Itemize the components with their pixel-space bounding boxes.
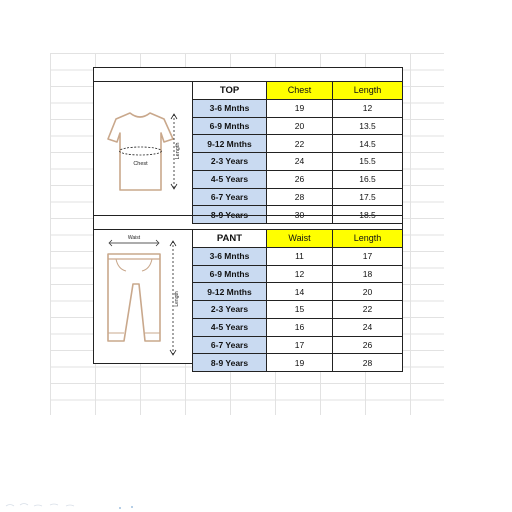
length-cell: 18 xyxy=(333,265,403,283)
size-cell: 6-7 Years xyxy=(193,188,267,206)
table-row xyxy=(193,318,403,336)
tshirt-diagram xyxy=(94,81,193,215)
table-row xyxy=(193,354,403,372)
length-cell: 20 xyxy=(333,283,403,301)
tshirt-icon xyxy=(94,81,192,215)
table-row xyxy=(193,265,403,283)
size-cell: 6-9 Mnths xyxy=(193,117,267,135)
size-cell: 6-7 Years xyxy=(193,336,267,354)
waist-header: Waist xyxy=(267,230,333,248)
chest-cell: 24 xyxy=(267,153,333,171)
top-divider xyxy=(94,81,402,82)
size-cell: 9-12 Mnths xyxy=(193,283,267,301)
length-cell: 12 xyxy=(333,99,403,117)
chest-label: Chest xyxy=(133,161,148,167)
pant-diagram xyxy=(94,229,193,363)
pant-title: PANT xyxy=(193,230,267,248)
top-length-label: Length xyxy=(175,142,181,160)
top-section xyxy=(94,81,402,220)
table-row xyxy=(193,283,403,301)
length-header: Length xyxy=(333,230,403,248)
pant-length-label: Length xyxy=(174,291,180,307)
waist-cell: 15 xyxy=(267,301,333,319)
size-cell: 3-6 Mnths xyxy=(193,247,267,265)
waist-cell: 19 xyxy=(267,354,333,372)
waist-cell: 11 xyxy=(267,247,333,265)
chest-cell: 28 xyxy=(267,188,333,206)
table-row xyxy=(193,117,403,135)
size-cell: 3-6 Mnths xyxy=(193,99,267,117)
table-header-row xyxy=(193,230,403,248)
length-cell: 14.5 xyxy=(333,135,403,153)
size-cell: 8-9 Years xyxy=(193,354,267,372)
length-cell: 17 xyxy=(333,247,403,265)
waist-cell: 14 xyxy=(267,283,333,301)
size-cell: 4-5 Years xyxy=(193,318,267,336)
size-cell: 2-3 Years xyxy=(193,153,267,171)
chest-cell: 30 xyxy=(267,206,333,224)
length-cell: 26 xyxy=(333,336,403,354)
chest-cell: 19 xyxy=(267,99,333,117)
length-cell: 18.5 xyxy=(333,206,403,224)
table-row xyxy=(193,247,403,265)
length-header: Length xyxy=(333,82,403,100)
pants-icon xyxy=(94,229,192,363)
waist-label: Waist xyxy=(127,235,141,241)
table-row xyxy=(193,188,403,206)
waist-cell: 17 xyxy=(267,336,333,354)
size-cell: 2-3 Years xyxy=(193,301,267,319)
table-row xyxy=(193,153,403,171)
waist-cell: 12 xyxy=(267,265,333,283)
size-chart xyxy=(93,67,403,368)
chest-cell: 22 xyxy=(267,135,333,153)
size-cell: 6-9 Mnths xyxy=(193,265,267,283)
decorative-squiggle xyxy=(0,496,512,512)
table-row xyxy=(193,301,403,319)
chest-cell: 20 xyxy=(267,117,333,135)
middle-divider-upper xyxy=(94,215,402,216)
pant-section xyxy=(94,229,402,368)
top-title: TOP xyxy=(193,82,267,100)
length-cell: 24 xyxy=(333,318,403,336)
size-cell: 9-12 Mnths xyxy=(193,135,267,153)
size-cell: 8-9 Years xyxy=(193,206,267,224)
table-row xyxy=(193,135,403,153)
table-row xyxy=(193,99,403,117)
length-cell: 13.5 xyxy=(333,117,403,135)
length-cell: 16.5 xyxy=(333,170,403,188)
length-cell: 28 xyxy=(333,354,403,372)
chest-cell: 26 xyxy=(267,170,333,188)
table-header-row xyxy=(193,82,403,100)
length-cell: 17.5 xyxy=(333,188,403,206)
waist-cell: 16 xyxy=(267,318,333,336)
chest-header: Chest xyxy=(267,82,333,100)
size-cell: 4-5 Years xyxy=(193,170,267,188)
table-row xyxy=(193,336,403,354)
pant-size-table xyxy=(192,229,403,372)
length-cell: 22 xyxy=(333,301,403,319)
top-size-table xyxy=(192,81,403,224)
length-cell: 15.5 xyxy=(333,153,403,171)
table-row xyxy=(193,170,403,188)
